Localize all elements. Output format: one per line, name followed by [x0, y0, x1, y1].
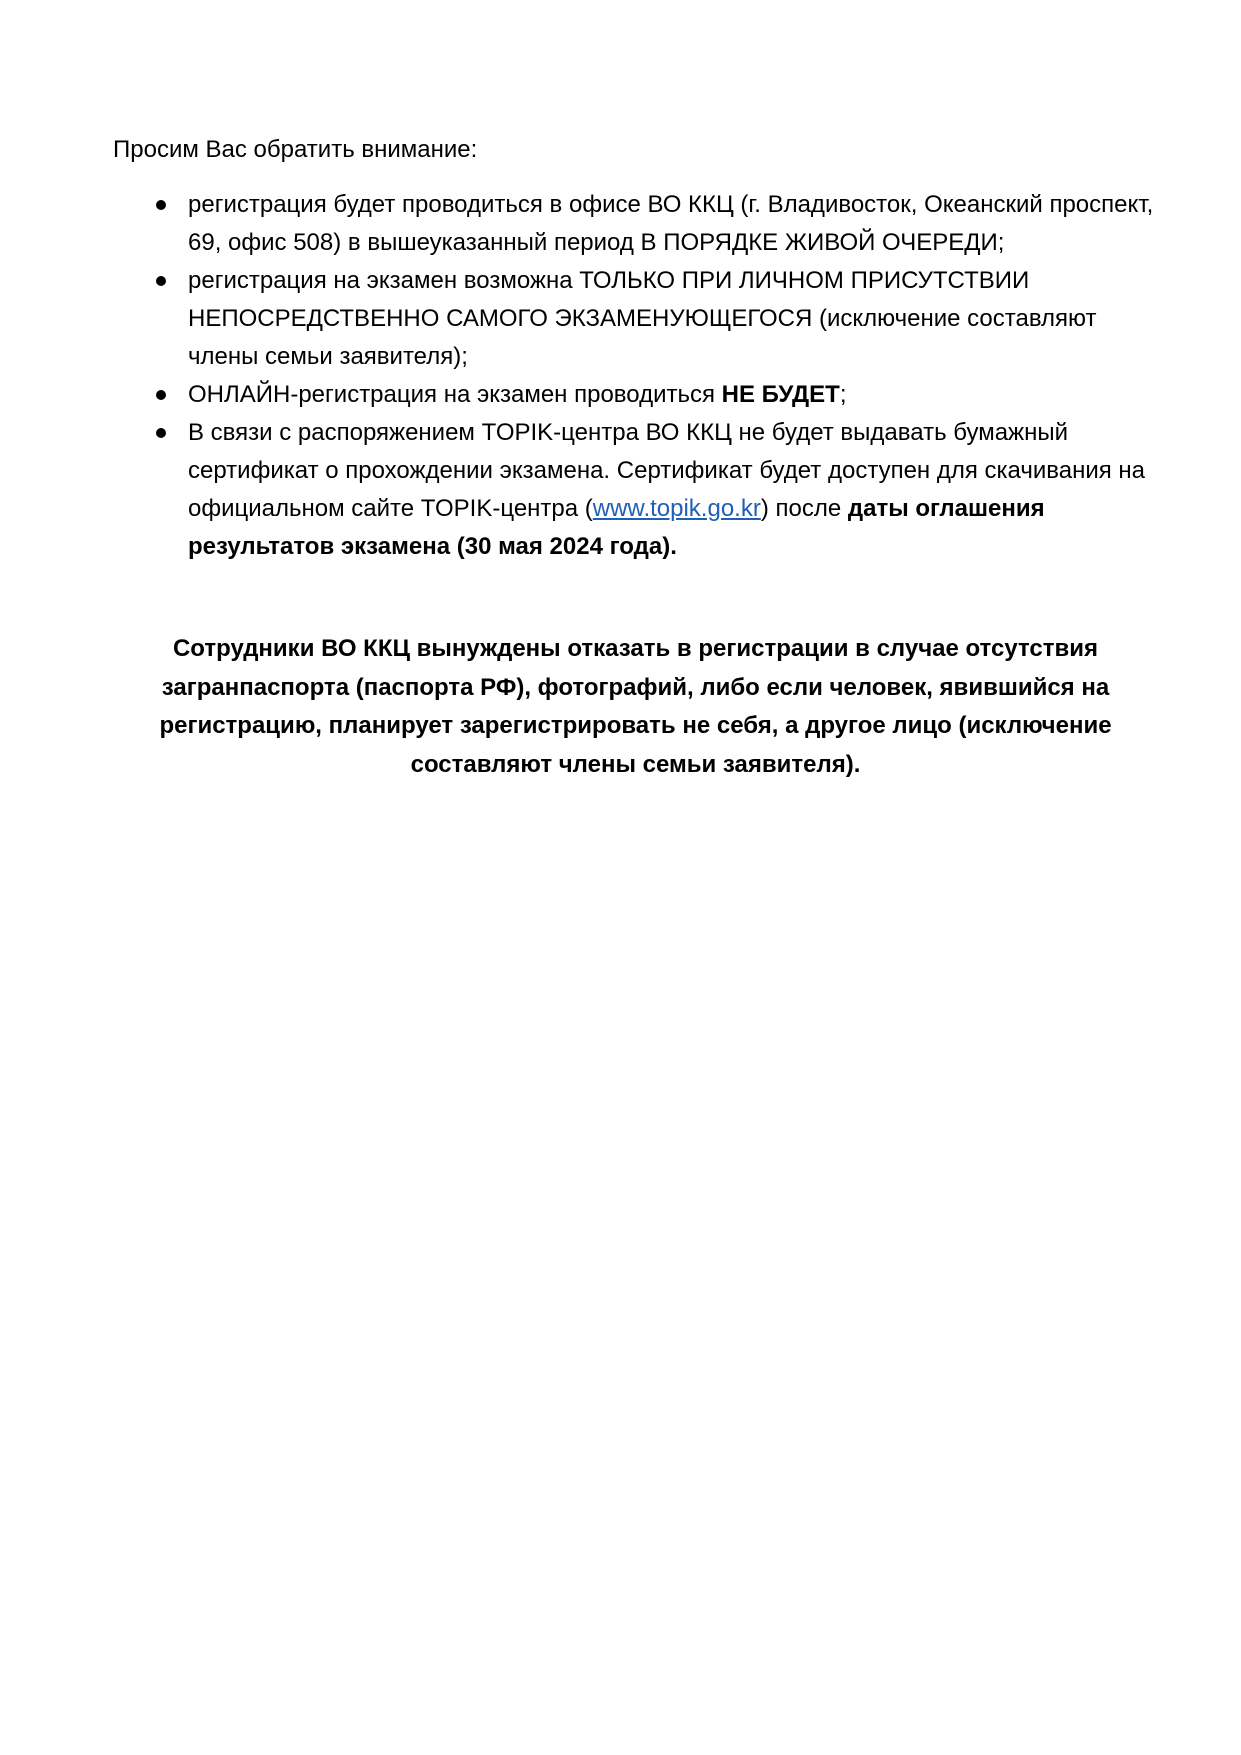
bullet-list — [113, 186, 1173, 566]
topik-site-link[interactable]: www.topik.go.kr — [592, 495, 761, 522]
bullet-text: ОНЛАЙН-регистрация на экзамен проводиться — [188, 381, 722, 408]
list-item — [113, 414, 1173, 566]
refusal-notice: Сотрудники ВО ККЦ вынуждены отказать в регистрации в случае отсутствия загранпаспорта (паспорта РФ), фотографий, либо если человек, явившийся на регистрацию, планирует зарегистрировать не себя, а другое лицо (исключение составляют члены семьи заявителя). — [159, 635, 1112, 778]
bullet-text: ; — [839, 381, 847, 408]
bullet-icon — [156, 200, 166, 210]
bullet-text: регистрация на экзамен возможна ТОЛЬКО ПРИ ЛИЧНОМ ПРИСУТСТВИИ НЕПОСРЕДСТВЕННО САМОГО ЭКЗАМЕНУЮЩЕГОСЯ (исключение составляют члены семьи заявителя); — [188, 267, 1097, 370]
list-item — [113, 262, 1173, 376]
bullet-text: ) после — [760, 495, 848, 522]
bullet-icon — [156, 390, 166, 400]
bullet-text: В связи с распоряжением TOPIK-центра ВО ККЦ не будет выдавать бумажный сертификат о прохождении экзамена. Сертификат будет доступен для скачивания на официальном сайте TOPIK-центра ( — [188, 419, 1146, 522]
bullet-icon — [156, 276, 166, 286]
bullet-icon — [156, 428, 166, 438]
list-item — [113, 376, 1173, 414]
bullet-bold-text: НЕ БУДЕТ — [721, 381, 840, 408]
list-item — [113, 186, 1173, 262]
intro-text: Просим Вас обратить внимание: — [113, 136, 478, 163]
bullet-bold-text: даты оглашения результатов экзамена (30 мая 2024 года). — [188, 495, 1045, 560]
bullet-text: регистрация будет проводиться в офисе ВО ККЦ (г. Владивосток, Океанский проспект, 69, офис 508) в вышеуказанный период В ПОРЯДКЕ ЖИВОЙ ОЧЕРЕДИ; — [188, 191, 1154, 256]
